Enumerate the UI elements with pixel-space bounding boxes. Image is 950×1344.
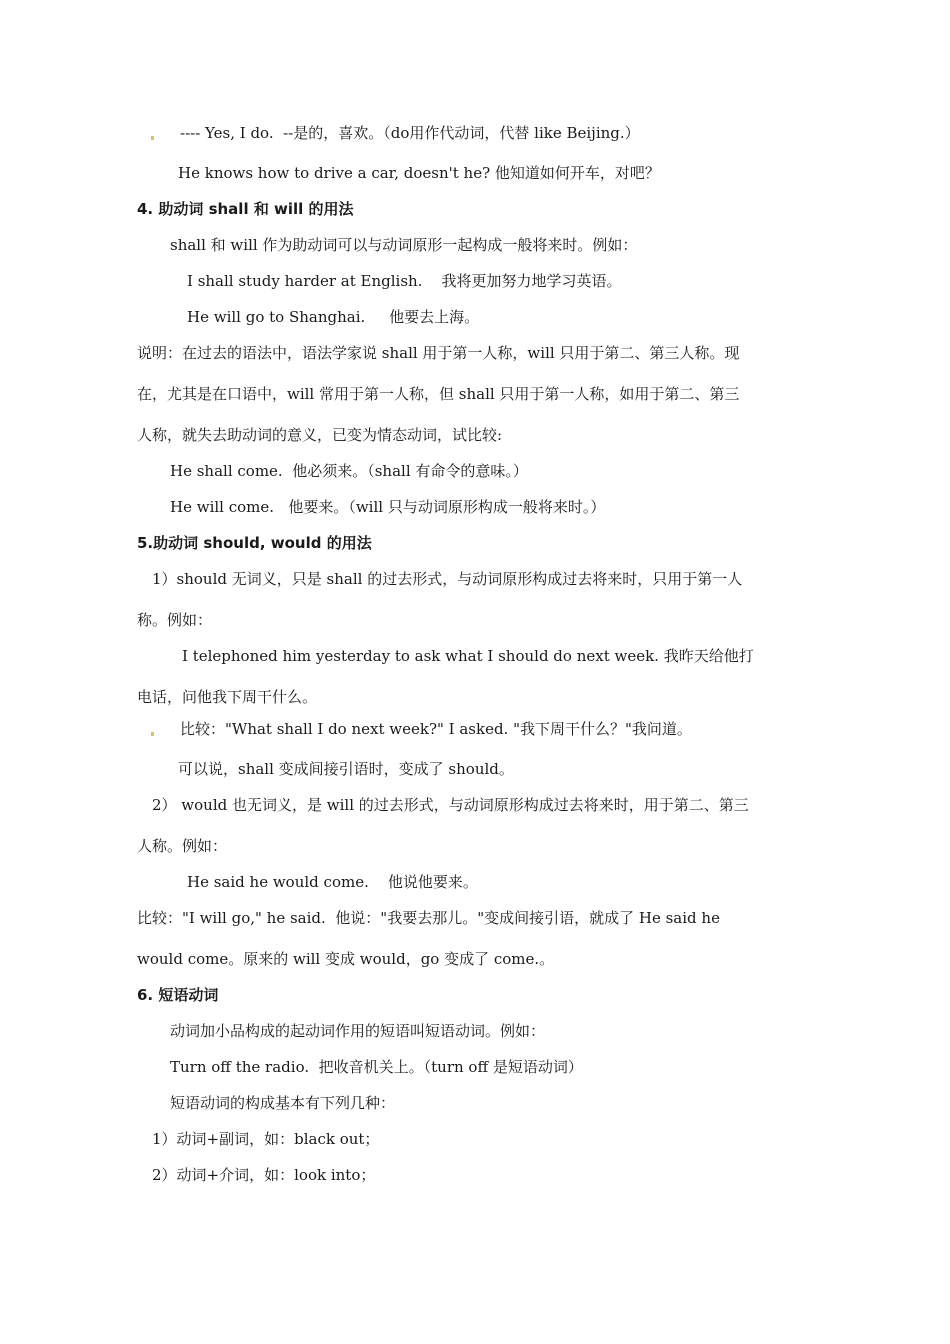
example-line: He will go to Shanghai. 他要去上海。 bbox=[187, 308, 480, 326]
text-line: 可以说，shall 变成间接引语时，变成了 should。 bbox=[178, 760, 514, 778]
text-line: 2） would 也无词义，是 will 的过去形式，与动词原形构成过去将来时，用于第二、第三 bbox=[152, 796, 749, 814]
text-line: ---- Yes, I do. --是的，喜欢。（do用作代动词，代替 like Beijing.） bbox=[180, 124, 640, 142]
text-line: 比较："What shall I do next week?" I asked. "我下周干什么？"我问道。 bbox=[180, 720, 692, 738]
text-line: 人称，就失去助动词的意义，已变为情态动词，试比较: bbox=[137, 426, 503, 444]
section-heading: 4. 助动词 shall 和 will 的用法 bbox=[137, 200, 354, 218]
text-line: 比较："I will go," he said. 他说："我要去那儿。"变成间接引语，就成了 He said he bbox=[137, 909, 720, 927]
section-heading: 5.助动词 should, would 的用法 bbox=[137, 534, 372, 552]
text-line: 人称。例如： bbox=[137, 837, 228, 855]
section-heading: 6. 短语动词 bbox=[137, 986, 219, 1004]
text-line: 电话，问他我下周干什么。 bbox=[137, 688, 318, 706]
text-line: 短语动词的构成基本有下列几种： bbox=[170, 1094, 396, 1112]
list-item: 2）动词+介词，如：look into； bbox=[152, 1166, 376, 1184]
example-line: I telephoned him yesterday to ask what I should do next week. 我昨天给他打 bbox=[182, 647, 754, 665]
list-item: 1）动词+副词，如：black out； bbox=[152, 1130, 380, 1148]
example-line: He will come. 他要来。（will 只与动词原形构成一般将来时。） bbox=[170, 498, 606, 516]
bullet-mark bbox=[151, 732, 154, 736]
text-line: shall 和 will 作为助动词可以与动词原形一起构成一般将来时。例如： bbox=[170, 236, 638, 254]
text-line: 动词加小品构成的起动词作用的短语叫短语动词。例如： bbox=[170, 1022, 546, 1040]
text-line: 在，尤其是在口语中，will 常用于第一人称，但 shall 只用于第一人称，如用于第二、第三 bbox=[137, 385, 740, 403]
example-line: Turn off the radio. 把收音机关上。（turn off 是短语动词） bbox=[170, 1058, 583, 1076]
text-line: 说明：在过去的语法中，语法学家说 shall 用于第一人称，will 只用于第二、第三人称。现 bbox=[137, 344, 740, 362]
text-line: 称。例如： bbox=[137, 611, 213, 629]
text-line: He knows how to drive a car, doesn't he? 他知道如何开车，对吧？ bbox=[178, 164, 660, 182]
example-line: He shall come. 他必须来。（shall 有命令的意味。） bbox=[170, 462, 528, 480]
example-line: I shall study harder at English. 我将更加努力地学习英语。 bbox=[187, 272, 622, 290]
bullet-mark bbox=[151, 136, 154, 140]
text-line: 1）should 无词义，只是 shall 的过去形式，与动词原形构成过去将来时，只用于第一人 bbox=[152, 570, 743, 588]
example-line: He said he would come. 他说他要来。 bbox=[187, 873, 478, 891]
text-line: would come。原来的 will 变成 would，go 变成了 come.。 bbox=[137, 950, 555, 968]
